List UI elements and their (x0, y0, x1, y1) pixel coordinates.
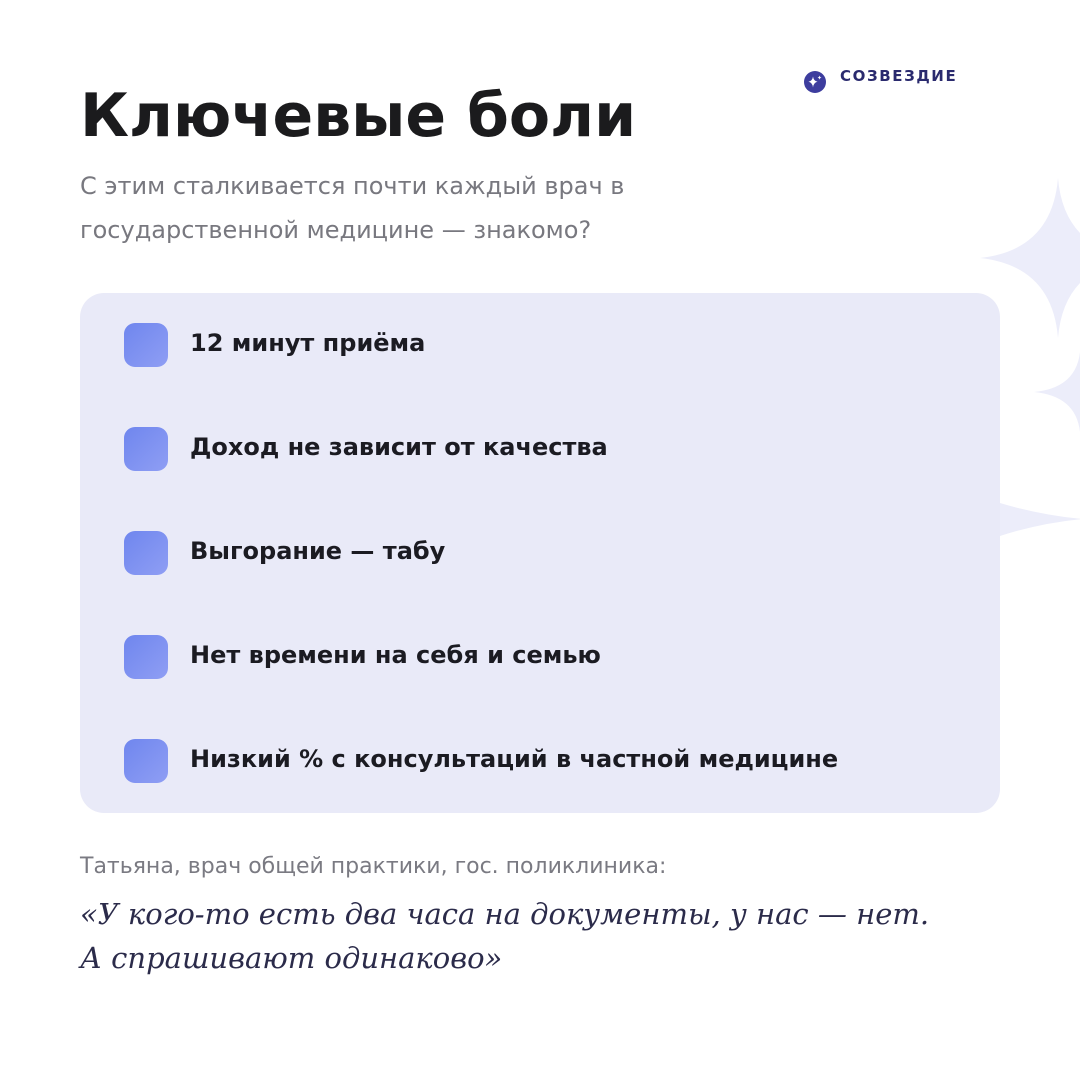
checkbox-icon (124, 739, 168, 783)
small-star-icon (1034, 352, 1080, 432)
pain-point-item (124, 739, 838, 783)
quote-line: «У кого-то есть два часа на документы, у нас — нет. (80, 897, 930, 931)
pain-point-item (124, 531, 445, 575)
card-edge-star-icon (1000, 503, 1080, 536)
checkbox-icon (124, 323, 168, 367)
brand-logo (804, 66, 957, 94)
pain-point-item (124, 635, 601, 679)
checkbox-icon (124, 531, 168, 575)
pain-point-item (124, 427, 608, 471)
sparkle-icon (804, 71, 826, 93)
pain-point-label: Низкий % с консультаций в частной медицине (190, 745, 839, 773)
testimonial-attribution: Татьяна, врач общей практики, гос. поликлиника: (80, 854, 667, 879)
testimonial-quote (80, 892, 1040, 980)
quote-line: А спрашивают одинаково» (80, 941, 503, 975)
pain-point-label: 12 минут приёма (190, 329, 426, 357)
pain-point-label: Доход не зависит от качества (190, 433, 608, 461)
checkbox-icon (124, 427, 168, 471)
pain-point-label: Нет времени на себя и семью (190, 641, 601, 669)
page-title: Ключевые боли (80, 81, 637, 151)
brand-name: СОЗВЕЗДИЕ (840, 67, 958, 85)
pain-points-card (80, 293, 1000, 813)
subtitle: С этим сталкивается почти каждый врач в государственной медицине — знакомо? (80, 172, 625, 244)
pain-point-item (124, 323, 425, 367)
pain-point-label: Выгорание — табу (190, 537, 446, 565)
checkbox-icon (124, 635, 168, 679)
